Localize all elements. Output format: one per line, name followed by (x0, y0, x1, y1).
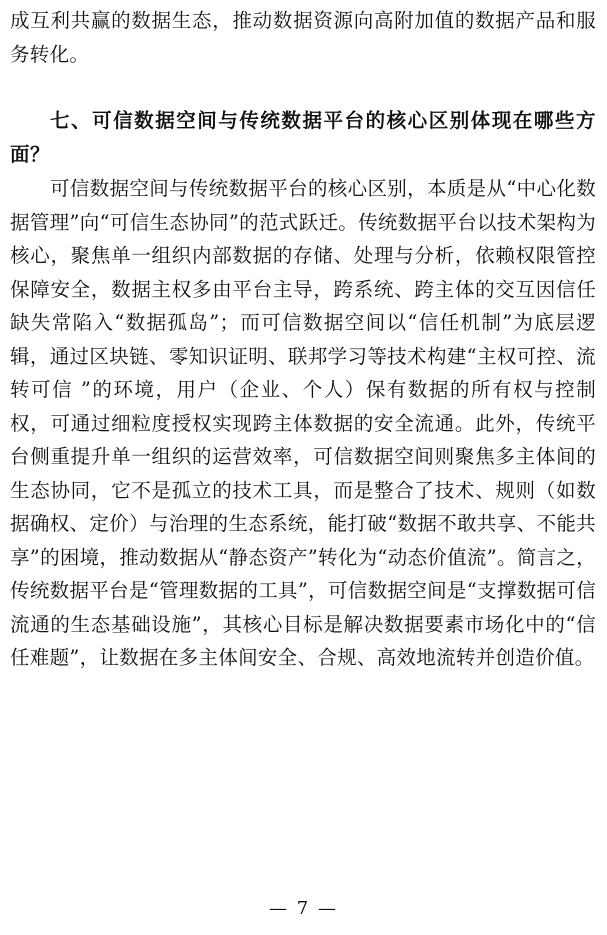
continued-paragraph: 成互利共赢的数据生态，推动数据资源向高附加值的数据产品和服务转化。 (10, 9, 596, 66)
section-heading: 七、可信数据空间与传统数据平台的核心区别体现在哪些方面？ (10, 109, 596, 166)
page-number: — 7 — (269, 898, 338, 919)
answer-paragraph: 可信数据空间与传统数据平台的核心区别，本质是从“中心化数据管理”向“可信生态协同”的范式跃迁。传统数据平台以技术架构为核心，聚焦单一组织内部数据的存储、处理与分析，依赖权限管控保障安全，数据主权多由平台主导，跨系统、跨主体的交互因信任缺失常陷入“数据孤岛”；而可信数据空间以“信任机制”为底层逻辑，通过区块链、零知识证明、联邦学习等技术构建“主权可控、流转可信 ”的环境，用户（企业、个人）保有数据的所有权与控制权，可通过细粒度授权实现跨主体数据的安全流通。此外，传统平台侧重提升单一组织的运营效率，可信数据空间则聚焦多主体间的生态协同，它不是孤立的技术工具，而是整合了技术、规则（如数据确权、定价）与治理的生态系统，能打破“数据不敢共享、不能共享”的困境，推动数据从“静态资产”转化为“动态价值流”。简言之，传统数据平台是“管理数据的工具”，可信数据空间是“支撑数据可信流通的生态基础设施”，其核心目标是解决数据要素市场化中的“信任难题”，让数据在多主体间安全、合规、高效地流转并创造价值。 (10, 177, 596, 669)
